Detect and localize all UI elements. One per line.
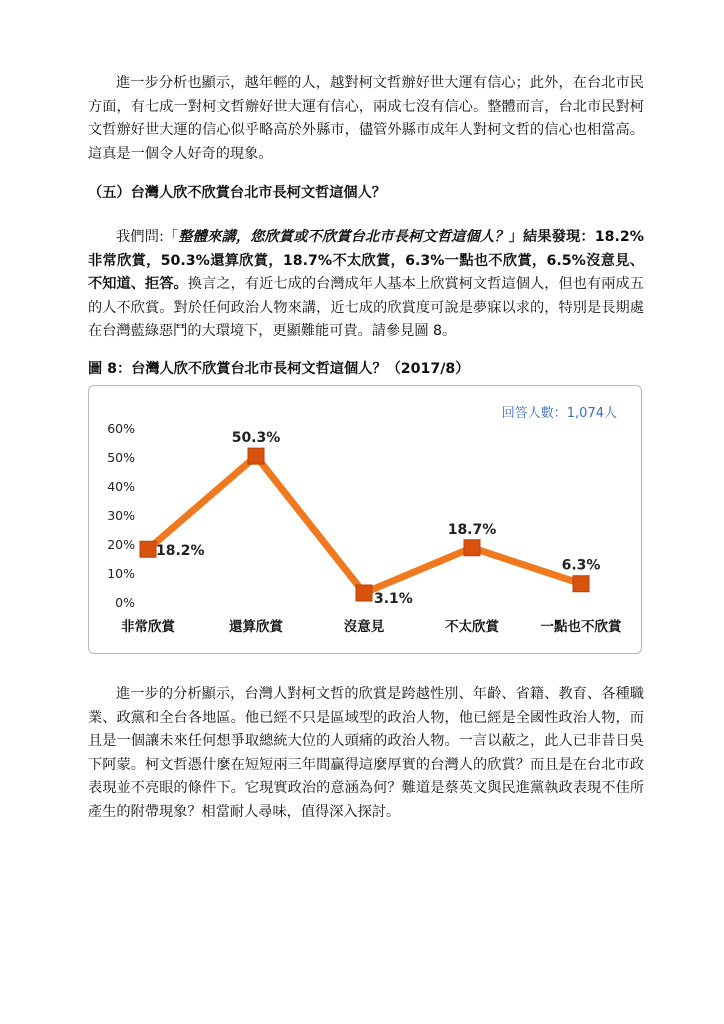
series-line <box>148 456 581 593</box>
x-category-label: 沒意見 <box>343 619 385 635</box>
survey-results: 」結果發現：18.2%非常欣賞，50.3%還算欣賞，18.7%不太欣賞，6.3%一點也不欣賞，6.5%沒意見、不知道、拒答。 <box>88 229 644 292</box>
data-label: 18.2% <box>156 543 205 560</box>
figure-caption: 圖 8：台灣人欣不欣賞台北市長柯文哲這個人？（2017/8） <box>88 361 470 377</box>
y-tick-label: 10% <box>107 566 135 581</box>
x-category-label: 一點也不欣賞 <box>540 619 622 635</box>
section-heading: （五）台灣人欣不欣賞台北市長柯文哲這個人？ <box>88 185 386 201</box>
data-label: 50.3% <box>231 430 281 447</box>
x-category-label: 還算欣賞 <box>229 619 283 635</box>
y-tick-label: 20% <box>107 537 135 552</box>
data-point-marker <box>248 448 264 464</box>
y-tick-label: 50% <box>107 450 135 465</box>
data-label: 6.3% <box>561 557 601 574</box>
question-lead: 我們問:「 <box>116 229 179 245</box>
line-chart <box>89 386 641 653</box>
data-point-marker <box>356 585 372 601</box>
data-label: 3.1% <box>374 591 413 608</box>
y-tick-label: 30% <box>107 508 135 523</box>
data-label: 18.7% <box>447 521 497 538</box>
survey-question: 整體來講，您欣賞或不欣賞台北市長柯文哲這個人？ <box>178 229 509 245</box>
x-category-label: 不太欣賞 <box>445 619 499 635</box>
x-category-label: 非常欣賞 <box>121 619 175 635</box>
y-tick-label: 0% <box>115 595 135 610</box>
paragraph-intro: 進一步分析也顯示，越年輕的人，越對柯文哲辦好世大運有信心；此外，在台北市民方面，有七成一對柯文哲辦好世大運有信心，兩成七沒有信心。整體而言，台北市民對柯文哲辦好世大運的信心似乎略高於外縣市，儘管外縣市成年人對柯文哲的信心也相當高。這真是一個令人好奇的現象。 <box>88 75 644 162</box>
respondent-count-annotation: 回答人數：1,074人 <box>501 406 617 421</box>
data-point-marker <box>573 576 589 592</box>
y-tick-label: 40% <box>107 479 135 494</box>
paragraph-analysis: 進一步的分析顯示，台灣人對柯文哲的欣賞是跨越性別、年齡、省籍、教育、各種職業、政黨和全台各地區。他已經不只是區域型的政治人物，他已經是全國性政治人物，而且是一個讓未來任何想爭取總統大位的人頭痛的政治人物。一言以蔽之，此人已非昔日吳下阿蒙。柯文哲憑什麼在短短兩三年間贏得這麼厚實的台灣人的欣賞？而且是在台北市政表現並不亮眼的條件下。它現實政治的意涵為何？難道是蔡英文與民進黨執政表現不佳所產生的附帶現象？相當耐人尋味，值得深入探討。 <box>88 686 644 820</box>
data-point-marker <box>464 540 480 556</box>
paragraph-results <box>88 226 644 344</box>
data-point-marker <box>140 541 156 557</box>
results-commentary: 換言之，有近七成的台灣成年人基本上欣賞柯文哲這個人，但也有兩成五的人不欣賞。對於任何政治人物來講，近七成的欣賞度可說是夢寐以求的，特別是長期處在台灣藍綠惡鬥的大環境下，更顯難能可貴。請參見圖 8。 <box>88 276 644 339</box>
chart-frame <box>88 385 642 654</box>
y-tick-label: 60% <box>107 421 135 436</box>
